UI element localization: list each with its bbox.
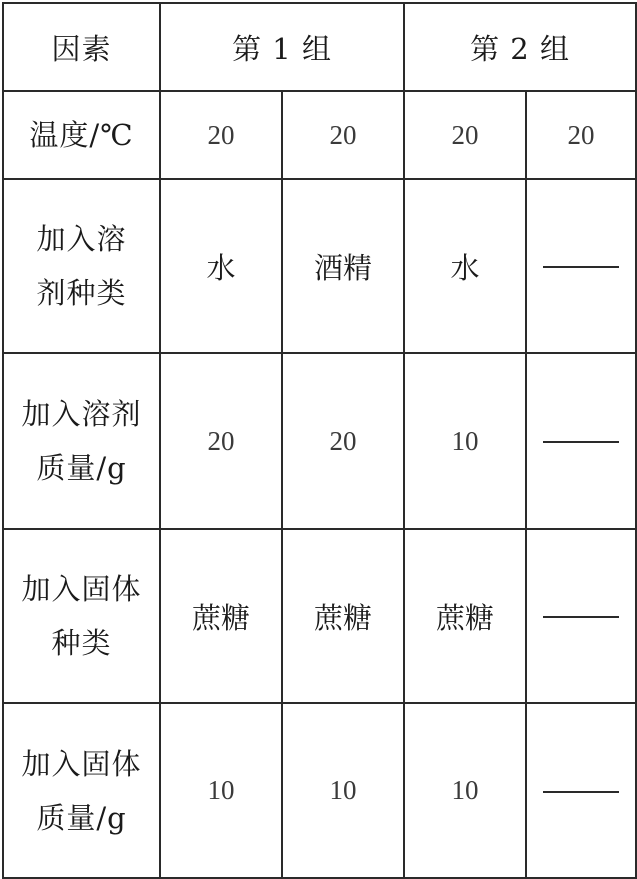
- cell-solid-type-3: 蔗糖: [404, 529, 526, 703]
- row-label-solid-mass: [3, 703, 160, 878]
- cell-solvent-type-3: 水: [404, 179, 526, 353]
- row-label-line: 剂种类: [36, 276, 127, 310]
- header-factor: 因素: [3, 3, 160, 91]
- cell-solvent-mass-2: 20: [282, 353, 404, 529]
- cell-solid-mass-1: 10: [160, 703, 282, 878]
- row-label-line: 加入溶剂: [21, 397, 142, 431]
- cell-temperature-3: 20: [404, 91, 526, 179]
- cell-solvent-type-2: 酒精: [282, 179, 404, 353]
- cell-temperature-1: 20: [160, 91, 282, 179]
- cell-solvent-mass-4: [526, 353, 636, 529]
- fill-in-blank[interactable]: [543, 791, 619, 793]
- row-label-solid-type: [3, 529, 160, 703]
- row-label-line: 种类: [51, 626, 112, 660]
- row-label-line: 加入固体: [21, 746, 142, 781]
- row-label-line: 质量/g: [36, 800, 127, 835]
- row-label-temperature: [3, 91, 160, 179]
- table-row-solid-type: [3, 529, 636, 703]
- fill-in-blank[interactable]: [543, 266, 619, 268]
- cell-solvent-mass-1: 20: [160, 353, 282, 529]
- row-label-line: 温度/℃: [29, 118, 134, 152]
- table-row-temperature: [3, 91, 636, 179]
- cell-solid-mass-2: 10: [282, 703, 404, 878]
- cell-solid-mass-3: 10: [404, 703, 526, 878]
- row-label-solvent-type: [3, 179, 160, 353]
- cell-temperature-2: 20: [282, 91, 404, 179]
- row-label-line: 加入溶: [36, 222, 127, 256]
- cell-temperature-4: 20: [526, 91, 636, 179]
- table-row-solvent-type: [3, 179, 636, 353]
- row-label-line: 质量/g: [36, 451, 127, 485]
- cell-solid-mass-4: [526, 703, 636, 878]
- fill-in-blank[interactable]: [543, 441, 619, 443]
- table-row-solid-mass: [3, 703, 636, 878]
- header-row: [3, 3, 636, 91]
- cell-solvent-type-4: [526, 179, 636, 353]
- row-label-line: 加入固体: [21, 572, 142, 606]
- cell-solid-type-1: 蔗糖: [160, 529, 282, 703]
- cell-solvent-mass-3: 10: [404, 353, 526, 529]
- header-group-2: 第 2 组: [404, 3, 636, 91]
- cell-solid-type-2: 蔗糖: [282, 529, 404, 703]
- fill-in-blank[interactable]: [543, 616, 619, 618]
- cell-solvent-type-1: 水: [160, 179, 282, 353]
- cell-solid-type-4: [526, 529, 636, 703]
- row-label-solvent-mass: [3, 353, 160, 529]
- table-row-solvent-mass: [3, 353, 636, 529]
- header-group-1: 第 1 组: [160, 3, 404, 91]
- factor-table: [2, 2, 637, 879]
